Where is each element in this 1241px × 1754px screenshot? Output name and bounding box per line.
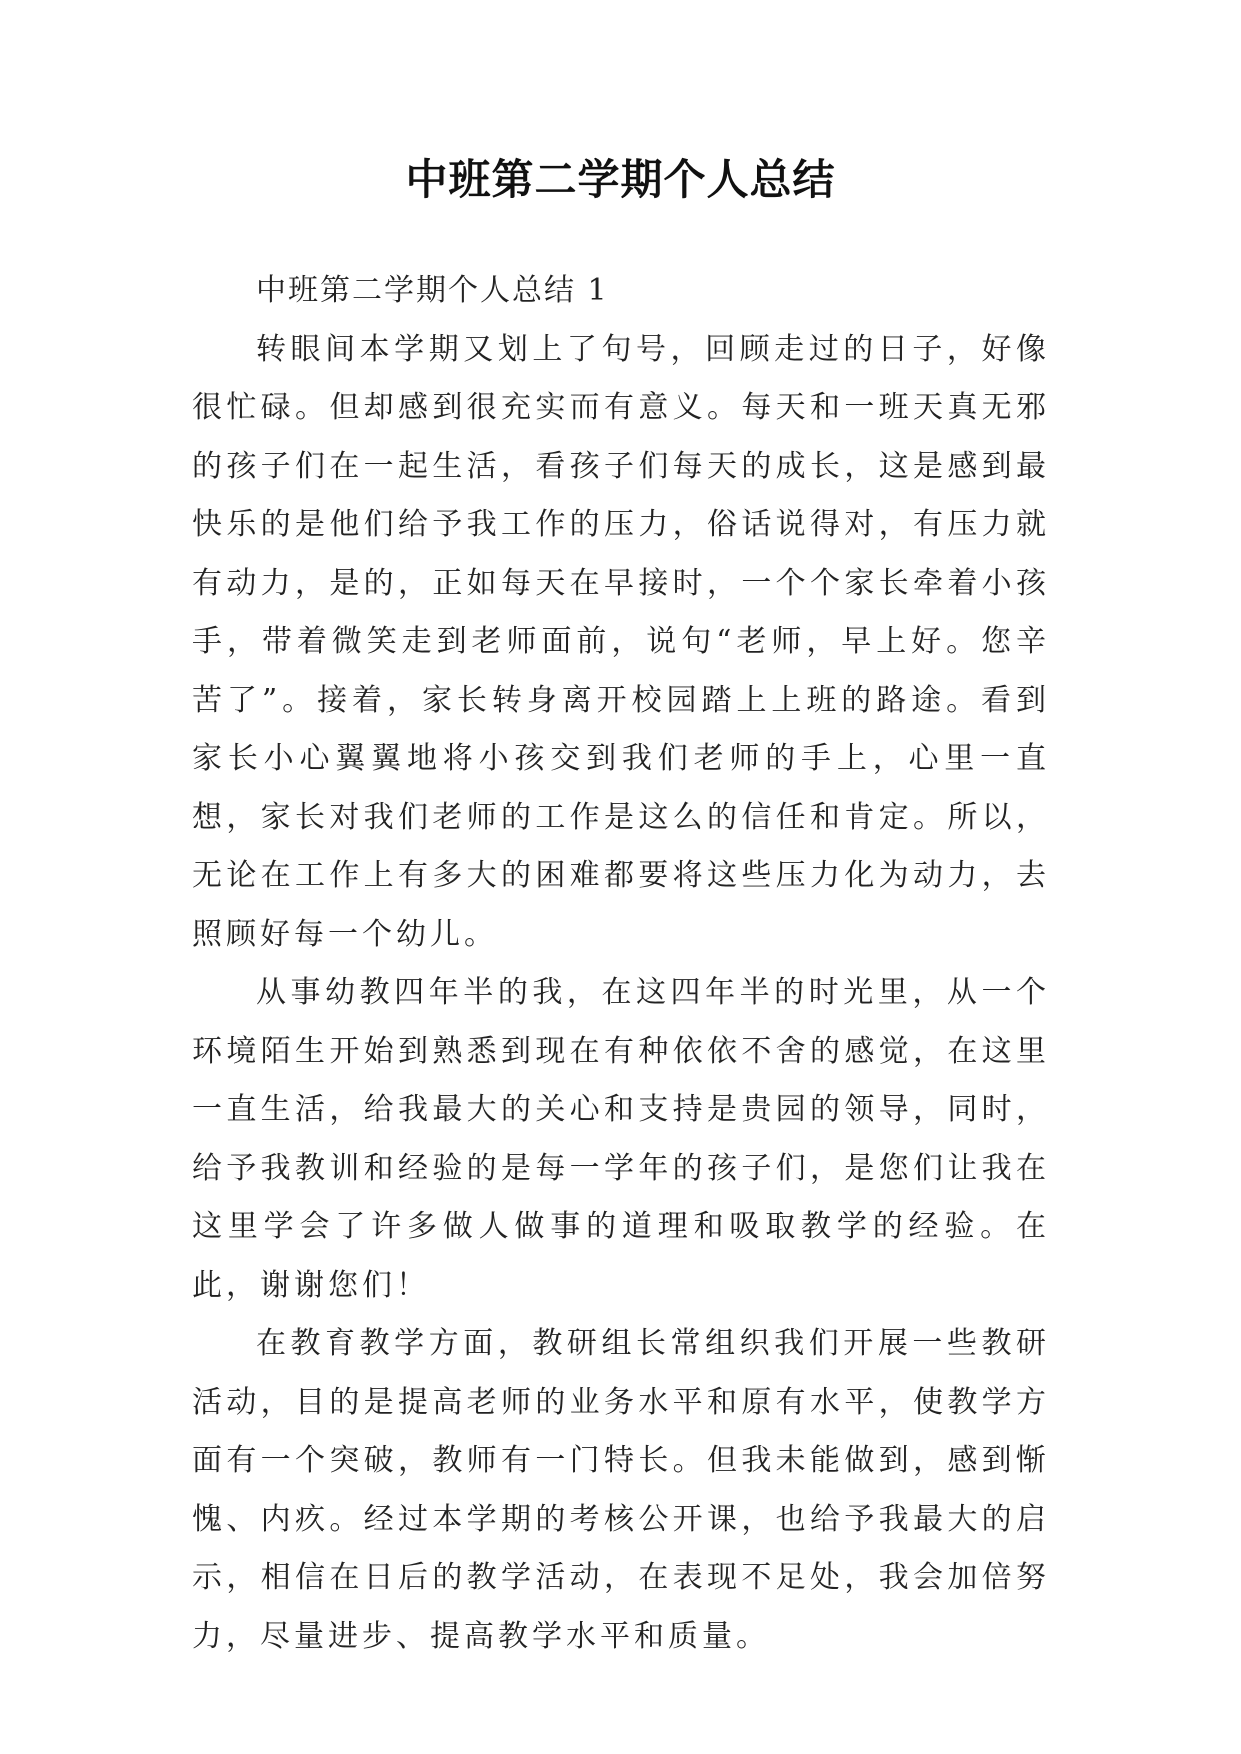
paragraph-3: 在教育教学方面，教研组长常组织我们开展一些教研活动，目的是提高老师的业务水平和原有水平，使教学方面有一个突破，教师有一门特长。但我未能做到，感到惭愧、内疚。经过本学期的考核公开课，也给予我最大的启示，相信在日后的教学活动，在表现不足处，我会加倍努力，尽量进步、提高教学水平和质量。	[192, 1326, 1050, 1654]
document-body	[192, 262, 1050, 1666]
paragraph-2: 从事幼教四年半的我，在这四年半的时光里，从一个环境陌生开始到熟悉到现在有种依依不舍的感觉，在这里一直生活，给我最大的关心和支持是贵园的领导，同时，给予我教训和经验的是每一学年的孩子们，是您们让我在这里学会了许多做人做事的道理和吸取教学的经验。在此，谢谢您们！	[192, 975, 1050, 1303]
section-heading: 中班第二学期个人总结 1	[256, 273, 609, 308]
document-title: 中班第二学期个人总结	[405, 155, 836, 204]
paragraph-1: 转眼间本学期又划上了句号，回顾走过的日子，好像很忙碌。但却感到很充实而有意义。每天和一班天真无邪的孩子们在一起生活，看孩子们每天的成长，这是感到最快乐的是他们给予我工作的压力，俗话说得对，有压力就有动力，是的，正如每天在早接时，一个个家长牵着小孩手，带着微笑走到老师面前，说句“老师，早上好。您辛苦了”。接着，家长转身离开校园踏上上班的路途。看到家长小心翼翼地将小孩交到我们老师的手上，心里一直想，家长对我们老师的工作是这么的信任和肯定。所以，无论在工作上有多大的困难都要将这些压力化为动力，去照顾好每一个幼儿。	[192, 331, 1050, 952]
